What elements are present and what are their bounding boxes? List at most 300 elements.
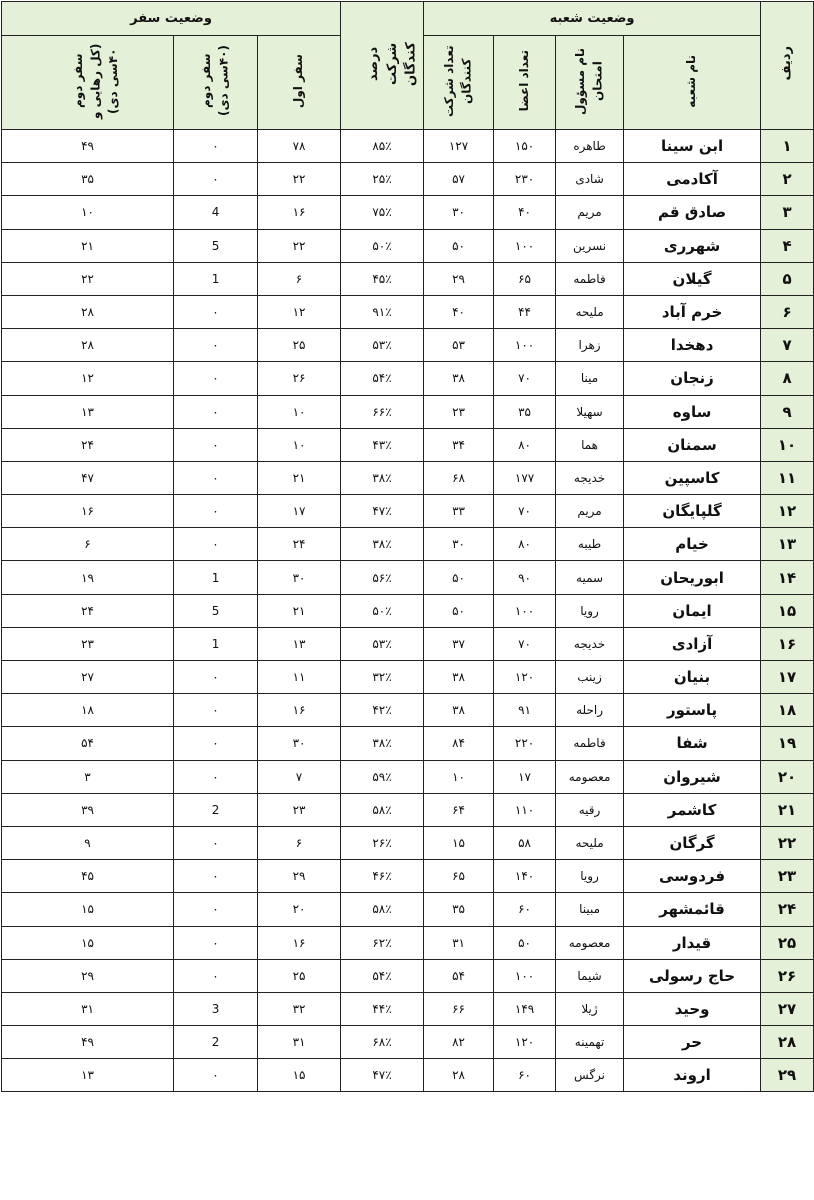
participants-cell: ۳۵ bbox=[424, 893, 494, 926]
table-row bbox=[2, 661, 814, 694]
trip1-cell: ۱۳ bbox=[258, 627, 341, 660]
participants-cell: ۳۳ bbox=[424, 495, 494, 528]
manager-cell: سمیه bbox=[556, 561, 624, 594]
percent-cell: ۴۲٪ bbox=[341, 694, 424, 727]
members-cell: ۵۰ bbox=[494, 926, 556, 959]
table-row bbox=[2, 329, 814, 362]
percent-cell: ۵۰٪ bbox=[341, 229, 424, 262]
members-cell: ۷۰ bbox=[494, 362, 556, 395]
trip2-40-cell: ۰ bbox=[174, 893, 258, 926]
trip1-cell: ۳۰ bbox=[258, 561, 341, 594]
manager-cell: شادی bbox=[556, 163, 624, 196]
manager-cell: هما bbox=[556, 428, 624, 461]
row-number-cell: ۲ bbox=[761, 163, 814, 196]
trip2-total-cell: ۲۴ bbox=[2, 428, 174, 461]
trip2-total-cell: ۱۵ bbox=[2, 893, 174, 926]
trip2-total-cell: ۲۷ bbox=[2, 661, 174, 694]
members-cell: ۸۰ bbox=[494, 528, 556, 561]
participants-cell: ۳۸ bbox=[424, 694, 494, 727]
row-number-cell: ۵ bbox=[761, 262, 814, 295]
participants-cell: ۴۰ bbox=[424, 295, 494, 328]
trip2-total-cell: ۱۲ bbox=[2, 362, 174, 395]
header-participants: تعداد شرکت کنندگان bbox=[424, 36, 494, 130]
row-number-cell: ۲۴ bbox=[761, 893, 814, 926]
trip2-total-cell: ۴۵ bbox=[2, 860, 174, 893]
trip2-total-cell: ۱۸ bbox=[2, 694, 174, 727]
branch-name-cell: آزادی bbox=[624, 627, 761, 660]
trip2-total-cell: ۴۹ bbox=[2, 1026, 174, 1059]
branch-name-cell: ابن سینا bbox=[624, 130, 761, 163]
trip1-cell: ۶ bbox=[258, 262, 341, 295]
trip1-cell: ۲۵ bbox=[258, 329, 341, 362]
percent-cell: ۴۷٪ bbox=[341, 495, 424, 528]
percent-cell: ۵۹٪ bbox=[341, 760, 424, 793]
trip2-total-cell: ۱۳ bbox=[2, 1059, 174, 1092]
members-cell: ۱۲۰ bbox=[494, 1026, 556, 1059]
trip1-cell: ۱۱ bbox=[258, 661, 341, 694]
members-cell: ۱۰۰ bbox=[494, 594, 556, 627]
percent-cell: ۵۴٪ bbox=[341, 959, 424, 992]
trip1-cell: ۷۸ bbox=[258, 130, 341, 163]
row-number-cell: ۴ bbox=[761, 229, 814, 262]
table-row bbox=[2, 196, 814, 229]
members-cell: ۱۷۷ bbox=[494, 461, 556, 494]
percent-cell: ۶۸٪ bbox=[341, 1026, 424, 1059]
trip2-total-cell: ۵۴ bbox=[2, 727, 174, 760]
row-number-cell: ۲۱ bbox=[761, 793, 814, 826]
trip2-40-cell: ۰ bbox=[174, 694, 258, 727]
manager-cell: شیما bbox=[556, 959, 624, 992]
members-cell: ۲۲۰ bbox=[494, 727, 556, 760]
row-number-cell: ۱۱ bbox=[761, 461, 814, 494]
table-row bbox=[2, 229, 814, 262]
table-row bbox=[2, 893, 814, 926]
branch-name-cell: ایمان bbox=[624, 594, 761, 627]
members-cell: ۱۷ bbox=[494, 760, 556, 793]
branch-name-cell: خیام bbox=[624, 528, 761, 561]
trip2-40-cell: ۰ bbox=[174, 926, 258, 959]
row-number-cell: ۱۵ bbox=[761, 594, 814, 627]
trip2-total-cell: ۳۱ bbox=[2, 992, 174, 1025]
trip2-40-cell: 1 bbox=[174, 627, 258, 660]
table-row bbox=[2, 495, 814, 528]
percent-cell: ۴۴٪ bbox=[341, 992, 424, 1025]
trip2-total-cell: ۱۰ bbox=[2, 196, 174, 229]
trip1-cell: ۱۶ bbox=[258, 694, 341, 727]
row-number-cell: ۲۵ bbox=[761, 926, 814, 959]
trip2-total-cell: ۲۸ bbox=[2, 295, 174, 328]
participants-cell: ۱۲۷ bbox=[424, 130, 494, 163]
participants-cell: ۵۰ bbox=[424, 594, 494, 627]
trip1-cell: ۱۵ bbox=[258, 1059, 341, 1092]
trip1-cell: ۲۵ bbox=[258, 959, 341, 992]
participants-cell: ۵۷ bbox=[424, 163, 494, 196]
branch-name-cell: آکادمی bbox=[624, 163, 761, 196]
branch-name-cell: سمنان bbox=[624, 428, 761, 461]
percent-cell: ۲۵٪ bbox=[341, 163, 424, 196]
trip2-total-cell: ۳۵ bbox=[2, 163, 174, 196]
trip2-40-cell: 1 bbox=[174, 262, 258, 295]
header-row-number: ردیف bbox=[761, 2, 814, 130]
table-row bbox=[2, 694, 814, 727]
trip2-total-cell: ۲۳ bbox=[2, 627, 174, 660]
branch-name-cell: حاج رسولی bbox=[624, 959, 761, 992]
percent-cell: ۴۵٪ bbox=[341, 262, 424, 295]
row-number-cell: ۹ bbox=[761, 395, 814, 428]
branch-name-cell: کاسپین bbox=[624, 461, 761, 494]
trip2-40-cell: ۰ bbox=[174, 727, 258, 760]
participants-cell: ۳۰ bbox=[424, 528, 494, 561]
manager-cell: نرگس bbox=[556, 1059, 624, 1092]
trip1-cell: ۲۱ bbox=[258, 461, 341, 494]
header-trip2-total: سفر دوم (کل رهایی و ۴۰سی دی) bbox=[2, 36, 174, 130]
percent-cell: ۹۱٪ bbox=[341, 295, 424, 328]
trip1-cell: ۱۲ bbox=[258, 295, 341, 328]
participants-cell: ۶۴ bbox=[424, 793, 494, 826]
trip2-40-cell: ۰ bbox=[174, 860, 258, 893]
row-number-cell: ۶ bbox=[761, 295, 814, 328]
members-cell: ۹۰ bbox=[494, 561, 556, 594]
branch-name-cell: ساوه bbox=[624, 395, 761, 428]
table-row bbox=[2, 362, 814, 395]
participants-cell: ۵۳ bbox=[424, 329, 494, 362]
header-members: تعداد اعضا bbox=[494, 36, 556, 130]
branch-name-cell: قیدار bbox=[624, 926, 761, 959]
table-row bbox=[2, 992, 814, 1025]
table-row bbox=[2, 528, 814, 561]
branch-name-cell: پاستور bbox=[624, 694, 761, 727]
branch-name-cell: خرم آباد bbox=[624, 295, 761, 328]
participants-cell: ۶۸ bbox=[424, 461, 494, 494]
branch-name-cell: وحید bbox=[624, 992, 761, 1025]
manager-cell: ملیحه bbox=[556, 295, 624, 328]
trip1-cell: ۲۶ bbox=[258, 362, 341, 395]
row-number-cell: ۳ bbox=[761, 196, 814, 229]
branch-name-cell: بنیان bbox=[624, 661, 761, 694]
trip2-40-cell: ۰ bbox=[174, 495, 258, 528]
table-row bbox=[2, 295, 814, 328]
participants-cell: ۳۸ bbox=[424, 661, 494, 694]
trip1-cell: ۱۶ bbox=[258, 926, 341, 959]
trip2-total-cell: ۴۹ bbox=[2, 130, 174, 163]
participants-cell: ۳۷ bbox=[424, 627, 494, 660]
trip2-40-cell: ۰ bbox=[174, 295, 258, 328]
participants-cell: ۳۱ bbox=[424, 926, 494, 959]
trip2-total-cell: ۱۹ bbox=[2, 561, 174, 594]
trip2-total-cell: ۳۹ bbox=[2, 793, 174, 826]
branch-name-cell: گرگان bbox=[624, 826, 761, 859]
table-row bbox=[2, 395, 814, 428]
trip2-40-cell: ۰ bbox=[174, 329, 258, 362]
percent-cell: ۳۸٪ bbox=[341, 528, 424, 561]
trip2-40-cell: 2 bbox=[174, 793, 258, 826]
trip2-total-cell: ۶ bbox=[2, 528, 174, 561]
header-percent: درصد شرکت کندگان bbox=[341, 2, 424, 130]
trip2-total-cell: ۲۸ bbox=[2, 329, 174, 362]
row-number-cell: ۱ bbox=[761, 130, 814, 163]
trip1-cell: ۲۱ bbox=[258, 594, 341, 627]
percent-cell: ۷۵٪ bbox=[341, 196, 424, 229]
branch-name-cell: فردوسی bbox=[624, 860, 761, 893]
trip2-40-cell: ۰ bbox=[174, 528, 258, 561]
row-number-cell: ۱۳ bbox=[761, 528, 814, 561]
table-row bbox=[2, 1059, 814, 1092]
members-cell: ۱۵۰ bbox=[494, 130, 556, 163]
trip2-40-cell: ۰ bbox=[174, 395, 258, 428]
manager-cell: زهرا bbox=[556, 329, 624, 362]
table-row bbox=[2, 561, 814, 594]
percent-cell: ۴۶٪ bbox=[341, 860, 424, 893]
trip1-cell: ۲۲ bbox=[258, 163, 341, 196]
trip2-40-cell: 2 bbox=[174, 1026, 258, 1059]
manager-cell: سهیلا bbox=[556, 395, 624, 428]
participants-cell: ۸۴ bbox=[424, 727, 494, 760]
participants-cell: ۲۹ bbox=[424, 262, 494, 295]
header-trip2-40: سفر دوم (۴۰سی دی) bbox=[174, 36, 258, 130]
manager-cell: فاطمه bbox=[556, 727, 624, 760]
trip2-40-cell: ۰ bbox=[174, 1059, 258, 1092]
trip2-total-cell: ۲۱ bbox=[2, 229, 174, 262]
branch-name-cell: زنجان bbox=[624, 362, 761, 395]
percent-cell: ۴۷٪ bbox=[341, 1059, 424, 1092]
members-cell: ۴۰ bbox=[494, 196, 556, 229]
table-row bbox=[2, 428, 814, 461]
members-cell: ۷۰ bbox=[494, 495, 556, 528]
table-row bbox=[2, 760, 814, 793]
trip2-total-cell: ۴۷ bbox=[2, 461, 174, 494]
participants-cell: ۶۵ bbox=[424, 860, 494, 893]
manager-cell: ملیحه bbox=[556, 826, 624, 859]
branch-name-cell: حر bbox=[624, 1026, 761, 1059]
trip1-cell: ۱۰ bbox=[258, 395, 341, 428]
trip2-total-cell: ۱۶ bbox=[2, 495, 174, 528]
manager-cell: معصومه bbox=[556, 926, 624, 959]
percent-cell: ۵۰٪ bbox=[341, 594, 424, 627]
members-cell: ۱۱۰ bbox=[494, 793, 556, 826]
members-cell: ۷۰ bbox=[494, 627, 556, 660]
table-row bbox=[2, 594, 814, 627]
trip1-cell: ۳۱ bbox=[258, 1026, 341, 1059]
members-cell: ۹۱ bbox=[494, 694, 556, 727]
header-trip-status: وضعیت سفر bbox=[2, 2, 341, 36]
members-cell: ۱۲۰ bbox=[494, 661, 556, 694]
trip1-cell: ۱۶ bbox=[258, 196, 341, 229]
manager-cell: طاهره bbox=[556, 130, 624, 163]
manager-cell: مبینا bbox=[556, 893, 624, 926]
participants-cell: ۲۸ bbox=[424, 1059, 494, 1092]
table-row bbox=[2, 826, 814, 859]
branch-name-cell: گیلان bbox=[624, 262, 761, 295]
row-number-cell: ۲۰ bbox=[761, 760, 814, 793]
participants-cell: ۳۰ bbox=[424, 196, 494, 229]
manager-cell: رقیه bbox=[556, 793, 624, 826]
trip2-40-cell: ۰ bbox=[174, 661, 258, 694]
participants-cell: ۸۲ bbox=[424, 1026, 494, 1059]
participants-cell: ۵۴ bbox=[424, 959, 494, 992]
table-row bbox=[2, 130, 814, 163]
members-cell: ۶۵ bbox=[494, 262, 556, 295]
trip1-cell: ۲۰ bbox=[258, 893, 341, 926]
trip2-40-cell: 1 bbox=[174, 561, 258, 594]
row-number-cell: ۱۴ bbox=[761, 561, 814, 594]
percent-cell: ۵۳٪ bbox=[341, 329, 424, 362]
trip2-total-cell: ۲۹ bbox=[2, 959, 174, 992]
trip2-40-cell: ۰ bbox=[174, 760, 258, 793]
row-number-cell: ۱۷ bbox=[761, 661, 814, 694]
trip1-cell: ۱۰ bbox=[258, 428, 341, 461]
percent-cell: ۳۸٪ bbox=[341, 727, 424, 760]
trip2-40-cell: 3 bbox=[174, 992, 258, 1025]
manager-cell: رویا bbox=[556, 594, 624, 627]
row-number-cell: ۲۶ bbox=[761, 959, 814, 992]
participants-cell: ۱۰ bbox=[424, 760, 494, 793]
trip2-40-cell: ۰ bbox=[174, 362, 258, 395]
row-number-cell: ۲۳ bbox=[761, 860, 814, 893]
manager-cell: خدیجه bbox=[556, 461, 624, 494]
members-cell: ۱۴۹ bbox=[494, 992, 556, 1025]
manager-cell: مریم bbox=[556, 196, 624, 229]
trip2-total-cell: ۱۳ bbox=[2, 395, 174, 428]
percent-cell: ۵۳٪ bbox=[341, 627, 424, 660]
trip2-total-cell: ۲۲ bbox=[2, 262, 174, 295]
trip2-40-cell: ۰ bbox=[174, 428, 258, 461]
row-number-cell: ۲۸ bbox=[761, 1026, 814, 1059]
participants-cell: ۵۰ bbox=[424, 229, 494, 262]
manager-cell: زینب bbox=[556, 661, 624, 694]
members-cell: ۱۴۰ bbox=[494, 860, 556, 893]
trip1-cell: ۲۹ bbox=[258, 860, 341, 893]
trip2-40-cell: 5 bbox=[174, 229, 258, 262]
participants-cell: ۲۳ bbox=[424, 395, 494, 428]
trip2-40-cell: 5 bbox=[174, 594, 258, 627]
percent-cell: ۶۶٪ bbox=[341, 395, 424, 428]
manager-cell: رویا bbox=[556, 860, 624, 893]
members-cell: ۱۰۰ bbox=[494, 229, 556, 262]
manager-cell: خدیجه bbox=[556, 627, 624, 660]
table-row bbox=[2, 926, 814, 959]
trip1-cell: ۲۴ bbox=[258, 528, 341, 561]
members-cell: ۶۰ bbox=[494, 1059, 556, 1092]
table-row bbox=[2, 461, 814, 494]
percent-cell: ۳۸٪ bbox=[341, 461, 424, 494]
row-number-cell: ۱۶ bbox=[761, 627, 814, 660]
participants-cell: ۵۰ bbox=[424, 561, 494, 594]
header-branch-name: نام شعبه bbox=[624, 36, 761, 130]
manager-cell: مینا bbox=[556, 362, 624, 395]
branch-name-cell: شیروان bbox=[624, 760, 761, 793]
members-cell: ۵۸ bbox=[494, 826, 556, 859]
members-cell: ۲۳۰ bbox=[494, 163, 556, 196]
branch-name-cell: ابوریحان bbox=[624, 561, 761, 594]
row-number-cell: ۸ bbox=[761, 362, 814, 395]
table-row bbox=[2, 860, 814, 893]
header-branch-status: وضعیت شعبه bbox=[424, 2, 761, 36]
trip2-40-cell: ۰ bbox=[174, 163, 258, 196]
row-number-cell: ۲۹ bbox=[761, 1059, 814, 1092]
row-number-cell: ۱۰ bbox=[761, 428, 814, 461]
participants-cell: ۶۶ bbox=[424, 992, 494, 1025]
manager-cell: مریم bbox=[556, 495, 624, 528]
manager-cell: ژیلا bbox=[556, 992, 624, 1025]
percent-cell: ۵۶٪ bbox=[341, 561, 424, 594]
members-cell: ۶۰ bbox=[494, 893, 556, 926]
branch-name-cell: صادق قم bbox=[624, 196, 761, 229]
percent-cell: ۲۶٪ bbox=[341, 826, 424, 859]
percent-cell: ۵۸٪ bbox=[341, 893, 424, 926]
branch-name-cell: دهخدا bbox=[624, 329, 761, 362]
members-cell: ۸۰ bbox=[494, 428, 556, 461]
trip2-total-cell: ۱۵ bbox=[2, 926, 174, 959]
header-trip1: سفر اول bbox=[258, 36, 341, 130]
table-row bbox=[2, 262, 814, 295]
row-number-cell: ۷ bbox=[761, 329, 814, 362]
table-row bbox=[2, 793, 814, 826]
trip2-40-cell: 4 bbox=[174, 196, 258, 229]
table-row bbox=[2, 959, 814, 992]
trip2-total-cell: ۲۴ bbox=[2, 594, 174, 627]
manager-cell: طیبه bbox=[556, 528, 624, 561]
row-number-cell: ۱۸ bbox=[761, 694, 814, 727]
manager-cell: نسرین bbox=[556, 229, 624, 262]
branch-name-cell: شفا bbox=[624, 727, 761, 760]
header-manager: نام مسؤول امتحان bbox=[556, 36, 624, 130]
trip1-cell: ۲۲ bbox=[258, 229, 341, 262]
percent-cell: ۶۲٪ bbox=[341, 926, 424, 959]
trip1-cell: ۳۰ bbox=[258, 727, 341, 760]
table-row bbox=[2, 727, 814, 760]
percent-cell: ۴۳٪ bbox=[341, 428, 424, 461]
members-cell: ۱۰۰ bbox=[494, 959, 556, 992]
participants-cell: ۳۴ bbox=[424, 428, 494, 461]
branch-name-cell: کاشمر bbox=[624, 793, 761, 826]
row-number-cell: ۲۲ bbox=[761, 826, 814, 859]
trip1-cell: ۳۲ bbox=[258, 992, 341, 1025]
branch-name-cell: اروند bbox=[624, 1059, 761, 1092]
branch-name-cell: قائمشهر bbox=[624, 893, 761, 926]
manager-cell: تهمینه bbox=[556, 1026, 624, 1059]
table-row bbox=[2, 627, 814, 660]
manager-cell: راحله bbox=[556, 694, 624, 727]
manager-cell: فاطمه bbox=[556, 262, 624, 295]
members-cell: ۱۰۰ bbox=[494, 329, 556, 362]
trip2-40-cell: ۰ bbox=[174, 461, 258, 494]
percent-cell: ۵۴٪ bbox=[341, 362, 424, 395]
table-row bbox=[2, 163, 814, 196]
percent-cell: ۸۵٪ bbox=[341, 130, 424, 163]
row-number-cell: ۱۲ bbox=[761, 495, 814, 528]
percent-cell: ۳۲٪ bbox=[341, 661, 424, 694]
participants-cell: ۳۸ bbox=[424, 362, 494, 395]
branch-name-cell: گلپایگان bbox=[624, 495, 761, 528]
row-number-cell: ۱۹ bbox=[761, 727, 814, 760]
participants-cell: ۱۵ bbox=[424, 826, 494, 859]
members-cell: ۳۵ bbox=[494, 395, 556, 428]
trip1-cell: ۲۳ bbox=[258, 793, 341, 826]
trip2-40-cell: ۰ bbox=[174, 959, 258, 992]
table-body bbox=[2, 130, 814, 1092]
manager-cell: معصومه bbox=[556, 760, 624, 793]
trip1-cell: ۶ bbox=[258, 826, 341, 859]
trip2-40-cell: ۰ bbox=[174, 826, 258, 859]
row-number-cell: ۲۷ bbox=[761, 992, 814, 1025]
branch-stats-table bbox=[1, 1, 814, 1092]
branch-name-cell: شهرری bbox=[624, 229, 761, 262]
trip2-total-cell: ۹ bbox=[2, 826, 174, 859]
trip2-40-cell: ۰ bbox=[174, 130, 258, 163]
trip1-cell: ۱۷ bbox=[258, 495, 341, 528]
trip2-total-cell: ۳ bbox=[2, 760, 174, 793]
percent-cell: ۵۸٪ bbox=[341, 793, 424, 826]
